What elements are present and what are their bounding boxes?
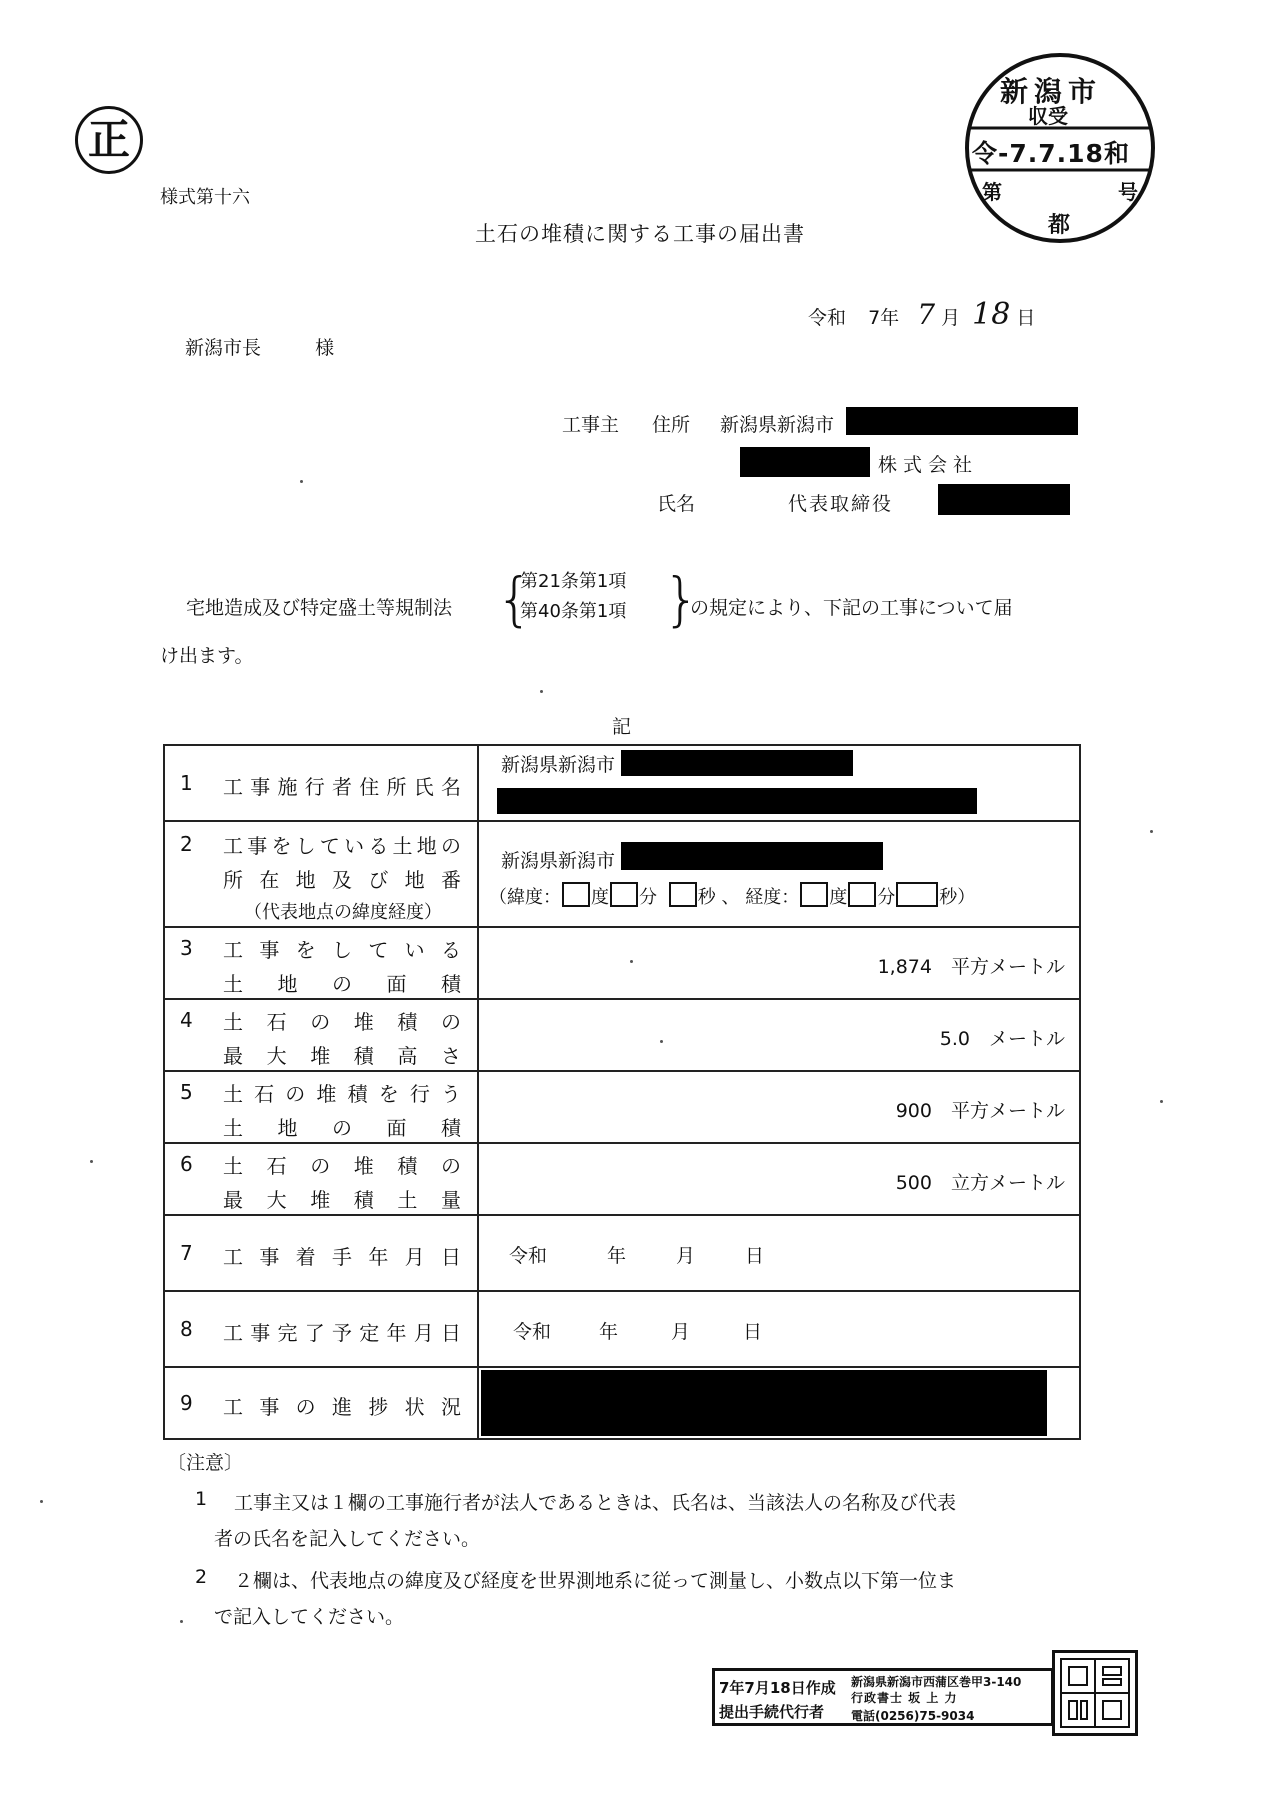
date-era: 令和	[808, 307, 847, 329]
table-row	[164, 927, 1080, 999]
row-number: 2	[180, 832, 193, 856]
scan-speck	[300, 480, 303, 483]
table-row	[164, 1215, 1080, 1291]
scan-speck	[630, 960, 633, 963]
row1-label-cell	[164, 745, 478, 821]
note-text: 工事主又は１欄の工事施行者が法人であるときは、氏名は、当該法人の名称及び代表	[234, 1492, 957, 1514]
value-unit: 平方メートル	[950, 1100, 1065, 1122]
row-label: 土石の堆積の	[223, 1154, 463, 1178]
redaction-row1-a	[621, 750, 853, 776]
redaction-progress	[481, 1370, 1047, 1436]
row8-era: 令和	[513, 1321, 552, 1343]
scan-speck	[540, 690, 543, 693]
applicant-title: 代表取締役	[788, 493, 894, 515]
statement-continued: け出ます。	[160, 645, 254, 667]
stamp-date: 令-7.7.18和	[972, 139, 1130, 168]
brace-left: {	[496, 565, 533, 633]
lon-deg-box	[800, 882, 828, 907]
coord-separator: 、	[721, 887, 740, 908]
statement-before: 宅地造成及び特定盛土等規制法	[186, 597, 453, 619]
applicant-role-label: 工事主	[562, 414, 620, 436]
stamp-bottom: 都	[1048, 213, 1071, 238]
row-label: 土地の面積	[223, 972, 463, 996]
note-text: で記入してください。	[214, 1606, 405, 1628]
row8-label-cell	[164, 1291, 478, 1367]
scan-speck	[180, 1620, 183, 1623]
stamp-top: 新潟市	[1000, 75, 1103, 108]
agent-stamp	[712, 1668, 1054, 1726]
note-number: 2	[195, 1566, 208, 1588]
ki-heading: 記	[612, 716, 632, 738]
row3-label-cell	[164, 927, 478, 999]
row6-value-cell	[478, 1143, 1080, 1215]
lat-sec-box	[669, 882, 697, 907]
applicant-address: 新潟県新潟市	[720, 414, 835, 436]
row7-day: 日	[745, 1245, 765, 1267]
row-number: 8	[180, 1317, 193, 1341]
applicant-name-label: 氏名	[657, 493, 696, 515]
row4-value	[940, 1024, 1065, 1051]
row-label: 工事の進捗状況	[223, 1395, 463, 1419]
lon-label: 経度：	[745, 887, 800, 908]
agent-role: 提出手続代行者	[719, 1703, 825, 1721]
statement-option1: 第21条第1項	[520, 571, 627, 592]
redaction-address	[846, 407, 1078, 435]
row-label: 工事着手年月日	[223, 1245, 463, 1269]
row7-label-cell	[164, 1215, 478, 1291]
row9-label-cell	[164, 1367, 478, 1439]
lat-min-unit: 分	[639, 887, 657, 908]
row-label: 土地の面積	[223, 1116, 463, 1140]
redaction-name	[938, 484, 1070, 515]
row5-value-cell	[478, 1071, 1080, 1143]
row7-era: 令和	[509, 1245, 548, 1267]
agent-seal	[1052, 1650, 1138, 1736]
value-unit: 立方メートル	[950, 1172, 1065, 1194]
row4-label-cell	[164, 999, 478, 1071]
lon-sec-box	[896, 882, 938, 907]
date-month-suffix: 月	[941, 307, 961, 329]
table-row	[164, 821, 1080, 927]
date-month: 7	[917, 298, 936, 331]
redaction-row1-b	[497, 788, 977, 814]
stamp-left: 第	[982, 180, 1002, 204]
row-label: 土石の堆積の	[223, 1010, 463, 1034]
brace-right: }	[663, 565, 700, 633]
row-label: 工事をしている土地の	[223, 834, 463, 858]
date-line	[808, 297, 1035, 332]
row-number: 3	[180, 936, 193, 960]
value-number: 5.0	[939, 1028, 970, 1050]
row6-label-cell	[164, 1143, 478, 1215]
row-number: 6	[180, 1152, 193, 1176]
row2-coordinates	[489, 882, 975, 909]
row7-year: 年	[607, 1245, 627, 1267]
applicant-company-suffix: 株式会社	[878, 454, 979, 476]
lat-label: （緯度：	[489, 887, 561, 908]
row-number: 1	[180, 771, 193, 795]
lat-sec-unit: 秒	[697, 887, 716, 908]
row2-address: 新潟県新潟市	[501, 850, 616, 872]
value-number: 500	[895, 1172, 932, 1194]
row5-label-cell	[164, 1071, 478, 1143]
row8-value-cell	[478, 1291, 1080, 1367]
redaction-row2	[621, 842, 883, 870]
lon-sec-unit: 秒）	[939, 887, 976, 908]
row3-value	[878, 952, 1065, 979]
table-row	[164, 1071, 1080, 1143]
form-id: 様式第十六	[160, 187, 250, 208]
row-label: 最大堆積土量	[223, 1188, 463, 1212]
lat-min-box	[610, 882, 638, 907]
row-label: 所在地及び地番	[223, 868, 463, 892]
note-text: 者の氏名を記入してください。	[214, 1528, 481, 1550]
stamp-middle: 収受	[1028, 104, 1068, 128]
row-number: 4	[180, 1008, 193, 1032]
agent-name: 行政書士 坂 上 力	[851, 1691, 958, 1705]
row4-value-cell	[478, 999, 1080, 1071]
value-unit: 平方メートル	[950, 956, 1065, 978]
table-row	[164, 1143, 1080, 1215]
row8-day: 日	[743, 1321, 763, 1343]
row9-value-cell	[478, 1367, 1080, 1439]
correct-seal: 正	[75, 106, 143, 174]
note-number: 1	[195, 1488, 208, 1510]
date-day-suffix: 日	[1016, 307, 1036, 329]
lon-deg-unit: 度	[829, 887, 848, 908]
table-row	[164, 1367, 1080, 1439]
table-row	[164, 999, 1080, 1071]
lat-deg-unit: 度	[591, 887, 609, 908]
lon-min-box	[848, 882, 876, 907]
table-row	[164, 1291, 1080, 1367]
addressee	[185, 333, 334, 360]
row-label: 工事完了予定年月日	[223, 1321, 463, 1345]
table-row	[164, 745, 1080, 821]
row1-address: 新潟県新潟市	[501, 754, 616, 776]
row-label: 土石の堆積を行う	[223, 1082, 463, 1106]
date-day: 18	[972, 297, 1011, 332]
note-text: ２欄は、代表地点の緯度及び経度を世界測地系に従って測量し、小数点以下第一位ま	[234, 1570, 957, 1592]
row-number: 9	[180, 1391, 193, 1415]
agent-phone: 電話(0256)75-9034	[851, 1709, 975, 1723]
row7-month: 月	[676, 1245, 696, 1267]
addressee-name: 新潟市長	[185, 337, 262, 359]
row-label: 最大堆積高さ	[223, 1044, 463, 1068]
redaction-company	[740, 447, 870, 477]
agent-address: 新潟県新潟市西蒲区巻甲3-140	[851, 1675, 1022, 1689]
date-year: 7年	[868, 307, 900, 329]
statement-after: の規定により、下記の工事について届	[690, 597, 1013, 619]
document-title: 土石の堆積に関する工事の届出書	[475, 222, 805, 246]
row-label: （代表地点の緯度経度）	[244, 902, 442, 923]
value-unit: メートル	[988, 1028, 1065, 1050]
row-label: 工事施行者住所氏名	[223, 775, 463, 799]
row2-label-cell	[164, 821, 478, 927]
scan-speck	[1150, 830, 1153, 833]
statement-option2: 第40条第1項	[520, 601, 627, 622]
notes-heading: 〔注意〕	[167, 1452, 244, 1474]
scan-speck	[90, 1160, 93, 1163]
lat-deg-box	[562, 882, 590, 907]
row7-value-cell	[478, 1215, 1080, 1291]
row6-value	[896, 1168, 1065, 1195]
notification-table	[163, 744, 1081, 1440]
row8-year: 年	[599, 1321, 619, 1343]
row8-month: 月	[671, 1321, 691, 1343]
stamp-right: 号	[1118, 180, 1138, 204]
row-number: 5	[180, 1080, 193, 1104]
row3-value-cell	[478, 927, 1080, 999]
row5-value	[896, 1096, 1065, 1123]
agent-made-date: 7年7月18日作成	[719, 1679, 836, 1697]
value-number: 1,874	[877, 956, 932, 978]
scan-speck	[40, 1500, 43, 1503]
addressee-honorific: 様	[315, 337, 335, 359]
scan-speck	[660, 1040, 663, 1043]
row-number: 7	[180, 1241, 193, 1265]
row1-value-cell	[478, 745, 1080, 821]
row2-value-cell	[478, 821, 1080, 927]
lon-min-unit: 分	[877, 887, 896, 908]
scan-speck	[1160, 1100, 1163, 1103]
applicant-address-label: 住所	[652, 414, 691, 436]
row-label: 工事をしている	[223, 938, 463, 962]
value-number: 900	[895, 1100, 932, 1122]
